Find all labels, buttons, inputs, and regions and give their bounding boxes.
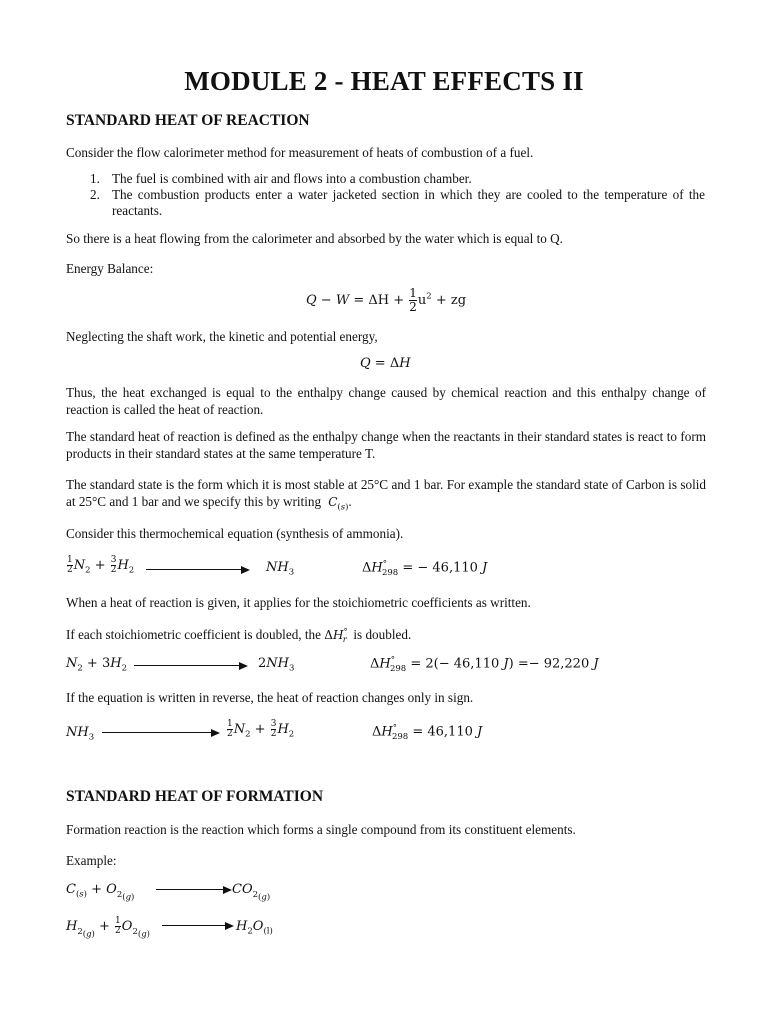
energy-balance-label: Energy Balance: — [66, 261, 154, 276]
formation-text-d: elements — [525, 822, 573, 837]
ammonia-product: $NH_3$ — [266, 560, 295, 578]
reaction-arrow — [102, 732, 218, 733]
delta-h-r-symbol: $\Delta H^\circ_r$ — [324, 627, 348, 646]
reaction-arrow — [162, 925, 232, 926]
energy-balance-equation: Q − W = ΔH + $\frac{1}{2}$ $u^2$ + zg — [306, 286, 467, 314]
list-item-text: The fuel is combined with air and flows into a combustion chamber. — [112, 171, 472, 186]
heat-of-reaction-value: $\Delta H^\circ_{298}$ = − 46,110 J — [362, 559, 488, 578]
list-item-number: 2. — [90, 187, 100, 202]
eq2-value: = 2(− 46,110 — [410, 656, 500, 672]
doubled-text-a: If each stoichiometric coefficient is doubled, the — [66, 627, 321, 642]
doubled-heat-value: $\Delta H^\circ_{298} = 2(- 46,110$ J) =− 92,220 J — [370, 655, 599, 674]
reverse-reactant: $NH_3$ — [66, 725, 95, 743]
neglecting-paragraph: Neglecting the shaft work, the kinetic and potential energy, — [66, 329, 378, 344]
reverse-paragraph: If the equation is written in reverse, the heat of reaction changes only in sign. — [66, 690, 474, 705]
formation-paragraph: Formation reaction is the reaction which forms a single compound from its constituent elements. — [66, 822, 576, 837]
co2-reactants: $C_{(s)} + O_{2_{(g)}}$ — [66, 882, 135, 903]
eq2-result: ) =− 92,220 — [508, 656, 590, 672]
thus-paragraph: Thus, the heat exchanged is equal to the enthalpy change caused by chemical reaction and this enthalpy change of reaction is called the heat of reaction. — [66, 385, 706, 417]
doubled-text-b: is doubled. — [353, 627, 412, 642]
definition-paragraph: The standard heat of reaction is defined as the enthalpy change when the reactants in their standard states is react to form products in their standard states at the same temperature T. — [66, 429, 706, 461]
doubled-paragraph — [66, 624, 706, 649]
eq3-value: = 46,110 — [412, 724, 473, 740]
standard-state-text: The standard state is the form which it is most stable at 25°C and 1 bar. For example the standard state of Carbon is solid at 25°C and 1 bar and we specify this by writing — [66, 477, 706, 509]
doubled-product: $2NH_3$ — [258, 656, 295, 674]
formation-text-a: Formation reaction is the reaction which forms a — [66, 822, 323, 837]
water-reactants: $H_{2_{(g)}}$ + $\frac{1}{2}$ $O_{2_{(g)}}$ — [66, 916, 150, 940]
example-label: Example: — [66, 853, 117, 868]
section-heading-heat-of-formation: STANDARD HEAT OF FORMATION — [66, 788, 324, 805]
when-given-paragraph: When a heat of reaction is given, it applies for the stoichiometric coefficients as written. — [66, 595, 531, 610]
list-item-text: The combustion products enter a water jacketed section in which they are cooled to the temperature of the reactants. — [112, 187, 705, 218]
reaction-arrow — [156, 889, 230, 890]
water-product: $H_2O_{(l)}$ — [236, 919, 273, 937]
page-title: MODULE 2 - HEAT EFFECTS II — [184, 66, 584, 96]
intro-paragraph: Consider the flow calorimeter method for measurement of heats of combustion of a fuel. — [66, 145, 534, 160]
consider-paragraph: Consider this thermochemical equation (synthesis of ammonia). — [66, 526, 404, 541]
reverse-heat-value: $\Delta H^\circ_{298} = 46,110$ J — [372, 723, 483, 742]
standard-state-paragraph: The standard state is the form which it is most stable at 25°C and 1 bar. For example the standard state of Carbon is solid at 25°C and 1 bar and we specify this by writing $C_{(s)}$. — [66, 477, 706, 513]
heat-flow-paragraph: So there is a heat flowing from the calorimeter and absorbed by the water which is equal to Q. — [66, 231, 563, 246]
formation-text-b: single compound — [326, 822, 417, 837]
co2-product: $CO_{2_{(g)}}$ — [232, 882, 271, 903]
q-equals-dh-equation: Q = ΔH — [360, 356, 411, 371]
eq1-value: = − 46,110 — [402, 560, 478, 576]
doubled-reactants: $N_2 + 3H_2$ — [66, 656, 127, 674]
formation-text-c: from its constituent — [419, 822, 523, 837]
reaction-arrow — [146, 569, 248, 570]
reaction-arrow — [134, 665, 246, 666]
ammonia-reactants: $\frac{1}{2}$ $N_2$ + $\frac{3}{2}$ $H_2$ — [67, 555, 135, 576]
carbon-solid-symbol: $C_{(s)}$ — [328, 495, 349, 513]
list-item-number: 1. — [90, 171, 100, 186]
reverse-products: $\frac{1}{2}$ $N_2$ + $\frac{3}{2}$ $H_2$ — [227, 719, 295, 740]
section-heading-heat-of-reaction: STANDARD HEAT OF REACTION — [66, 112, 310, 129]
